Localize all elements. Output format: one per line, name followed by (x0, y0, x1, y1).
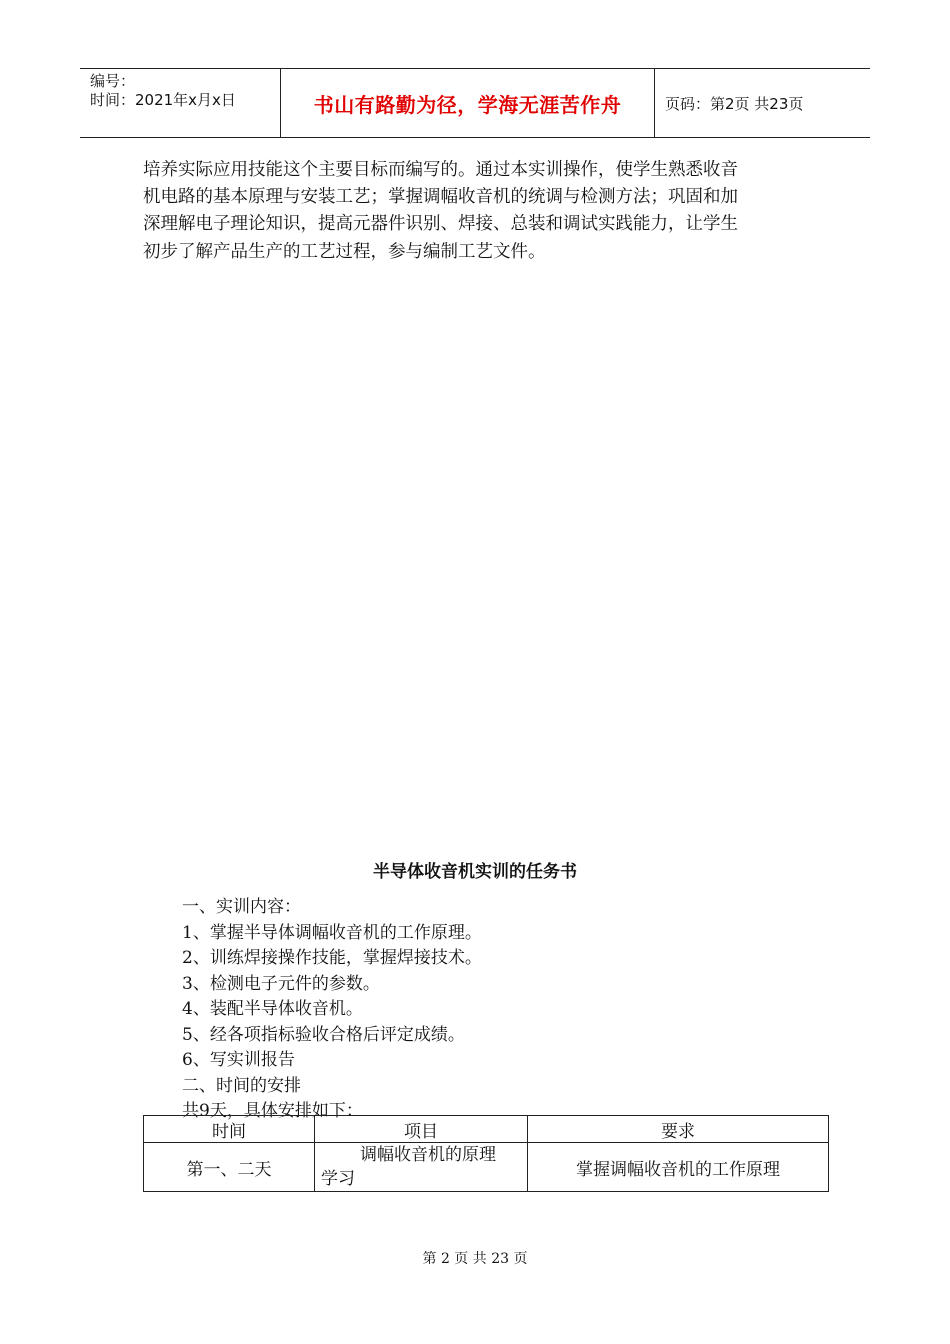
task-line: 二、时间的安排 (182, 1075, 301, 1096)
header-motto: 书山有路勤为径，学海无涯苦作舟 (281, 69, 655, 137)
header-meta-cell (80, 69, 281, 137)
table-row (144, 1143, 829, 1192)
cell-requirement: 掌握调幅收音机的工作原理 (528, 1143, 829, 1192)
cell-item-line1: 调幅收音机的原理 (360, 1145, 496, 1165)
schedule-table (143, 1115, 829, 1192)
header-time: 时间 (144, 1116, 315, 1143)
intro-line: 机电路的基本原理与安装工艺；掌握调幅收音机的统调与检测方法；巩固和加 (143, 187, 738, 208)
task-line: 2、训练焊接操作技能，掌握焊接技术。 (182, 948, 482, 968)
intro-line: 初步了解产品生产的工艺过程，参与编制工艺文件。 (143, 241, 546, 262)
task-line: 6、写实训报告 (182, 1050, 295, 1070)
document-header (80, 68, 870, 138)
cell-time: 第一、二天 (144, 1143, 315, 1192)
intro-line: 深理解电子理论知识，提高元器件识别、焊接、总装和调试实践能力，让学生 (143, 214, 738, 235)
cell-item-line2: 学习 (321, 1169, 355, 1189)
header-requirement: 要求 (528, 1116, 829, 1143)
intro-line: 培养实际应用技能这个主要目标而编写的。通过本实训操作，使学生熟悉收音 (143, 160, 738, 180)
task-line: 4、装配半导体收音机。 (182, 999, 363, 1019)
task-line: 1、掌握半导体调幅收音机的工作原理。 (182, 922, 482, 943)
header-item: 项目 (315, 1116, 528, 1143)
number-label: 编号： (90, 72, 136, 90)
task-line: 共9天，具体安排如下： (182, 1101, 363, 1121)
cell-item (315, 1143, 528, 1192)
task-title: 半导体收音机实训的任务书 (373, 862, 577, 882)
table-header-row (144, 1116, 829, 1143)
task-list (182, 895, 482, 1125)
task-line: 5、经各项指标验收合格后评定成绩。 (182, 1024, 465, 1045)
task-line: 一、实训内容： (182, 897, 301, 917)
task-line: 3、检测电子元件的参数。 (182, 973, 380, 994)
page-footer: 第 2 页 共 23 页 (422, 1251, 528, 1267)
intro-paragraph (143, 157, 803, 266)
header-page-info: 页码：第2页 共23页 (665, 94, 804, 113)
time-label: 时间：2021年x月x日 (90, 91, 236, 109)
